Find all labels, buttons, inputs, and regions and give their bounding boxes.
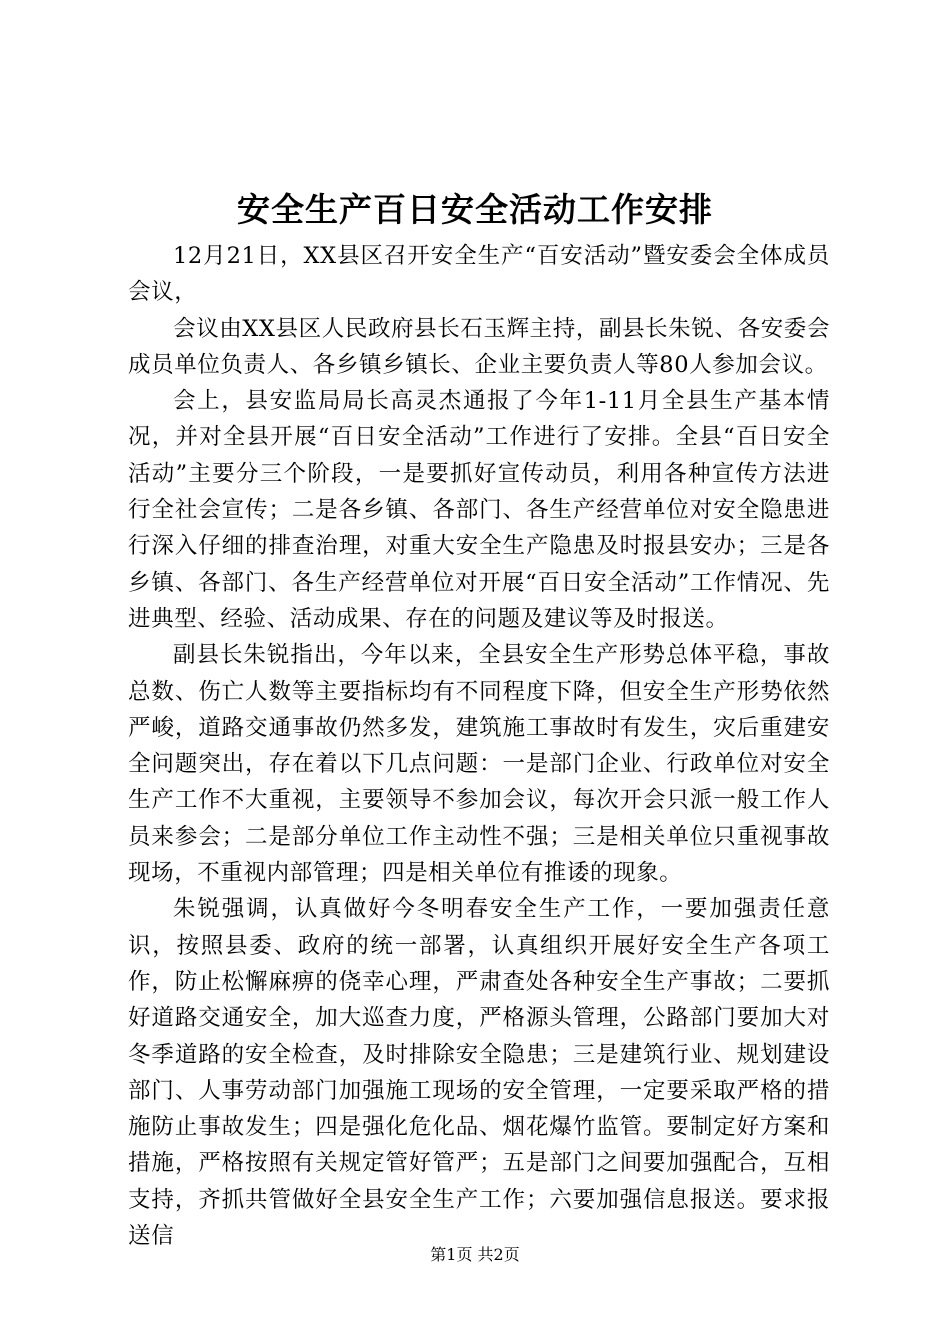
paragraph-problems: 副县长朱锐指出，今年以来，全县安全生产形势总体平稳，事故总数、伤亡人数等主要指标均有不同程度下降，但安全生产形势依然严峻，道路交通事故仍然多发，建筑施工事故时有发生，灾后重建安全问题突出，存在着以下几点问题：一是部门企业、行政单位对安全生产工作不大重视，主要领导不参加会议，每次开会只派一般工作人员来参会；二是部分单位工作主动性不强；三是相关单位只重视事故现场，不重视内部管理；四是相关单位有推诿的现象。 bbox=[128, 642, 830, 887]
page-number-footer: 第1页 共2页 bbox=[430, 1245, 520, 1264]
document-body bbox=[128, 238, 830, 1254]
paragraph-activity-plan: 会上，县安监局局长高灵杰通报了今年1-11月全县生产基本情况，并对全县开展“百日安全活动”工作进行了安排。全县“百日安全活动”主要分三个阶段，一是要抓好宣传动员，利用各种宣传方法进行全社会宣传；二是各乡镇、各部门、各生产经营单位对安全隐患进行深入仔细的排查治理，对重大安全生产隐患及时报县安办；三是各乡镇、各部门、各生产经营单位对开展“百日安全活动”工作情况、先进典型、经验、活动成果、存在的问题及建议等及时报送。 bbox=[128, 388, 830, 632]
document-title: 安全生产百日安全活动工作安排 bbox=[237, 190, 713, 229]
paragraph-meeting-date: 12月21日，XX县区召开安全生产“百安活动”暨安委会全体成员会议， bbox=[128, 243, 830, 306]
paragraph-requirements: 朱锐强调，认真做好今冬明春安全生产工作，一要加强责任意识，按照县委、政府的统一部署，认真组织开展好安全生产各项工作，防止松懈麻痹的侥幸心理，严肃查处各种安全生产事故；二要抓好道路交通安全，加大巡查力度，严格源头管理，公路部门要加大对冬季道路的安全检查，及时排除安全隐患；三是建筑行业、规划建设部门、人事劳动部门加强施工现场的安全管理，一定要采取严格的措施防止事故发生；四是强化危化品、烟花爆竹监管。要制定好方案和措施，严格按照有关规定管好管严；五是部门之间要加强配合，互相支持，齐抓共管做好全县安全生产工作；六要加强信息报送。要求报送信 bbox=[128, 896, 830, 1250]
paragraph-attendees: 会议由XX县区人民政府县长石玉辉主持，副县长朱锐、各安委会成员单位负责人、各乡镇乡镇长、企业主要负责人等80人参加会议。 bbox=[128, 315, 830, 378]
